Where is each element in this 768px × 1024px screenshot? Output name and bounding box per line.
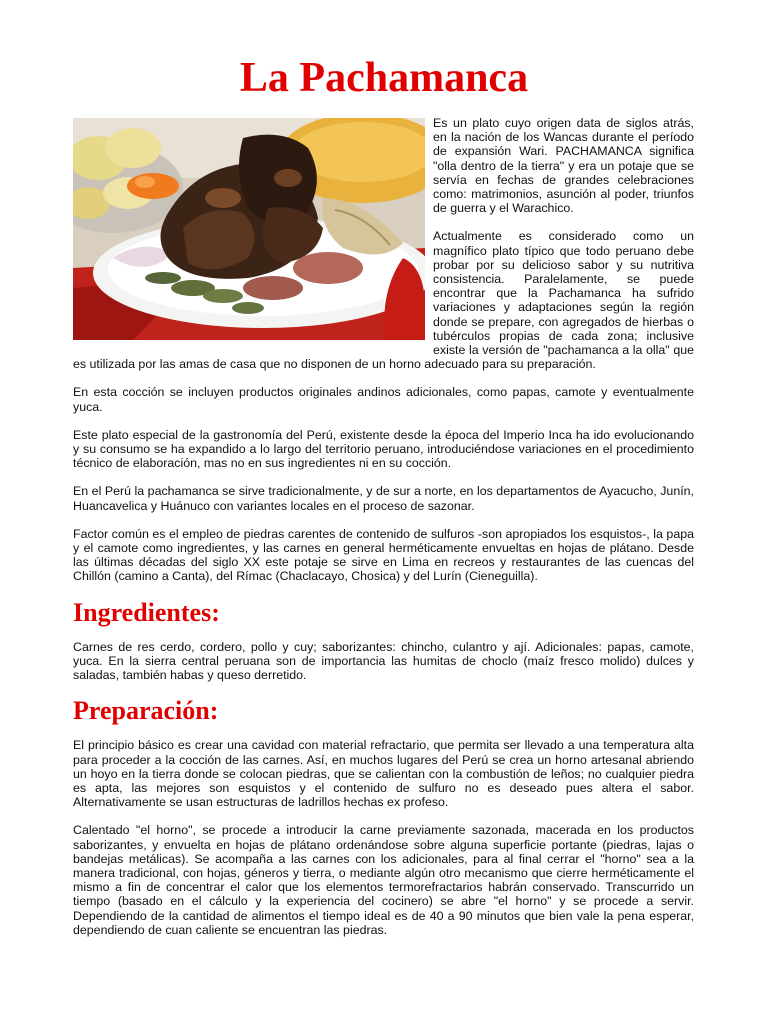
document-body	[73, 116, 694, 951]
preparacion-heading: Preparación:	[73, 696, 219, 726]
preparacion-paragraph-2: Calentado "el horno", se procede a introducir la carne previamente sazonada, macerada en los productos saborizantes, y envuelta en hojas de plátano ordenándose sobre alguna superficie portante (piedras, lajas o bandejas metálicas). Se acompaña a las carnes con los adicionales, para al final cerrar el "horno" sea a la manera tradicional, con hojas, géneros y tierra, o mediante algún otro mecanismo que cierre herméticamente el mismo a fin de concentrar el calor que los elementos termorefractarios habrán conservado. Transcurrido un tiempo (basado en el cálculo y la experiencia del cocinero) se abre "el horno" y se procede a servir. Dependiendo de la cantidad de alimentos el tiempo ideal es de 40 a 90 minutos que bien vale la pena esperar, dependiendo de cuan caliente se encuentran las piedras.	[73, 823, 694, 937]
intro-paragraph-1: Es un plato cuyo origen data de siglos atrás, en la nación de los Wancas durante el período de expansión Wari. PACHAMANCA significa "olla dentro de la tierra" y era un potaje que se servía en fechas de grandes celebraciones como: matrimonios, asunción al poder, triunfos de guerra y el Warachico.	[433, 116, 694, 216]
preparacion-paragraph-1: El principio básico es crear una cavidad con material refractario, que permita ser llevado a una temperatura alta para proceder a la cocción de las carnes. Así, en muchos lugares del Perú se crea un horno artesanal abriendo un hoyo en la tierra donde se colocan piedras, que se calientan con la combustión de leños; no cualquier piedra es apta, las mejores son esquistos y el contenido de sulfuro no es deseado pues altera el sabor. Alternativamente se usan estructuras de ladrillos hechas ex profeso.	[73, 738, 694, 810]
pachamanca-dish-photo	[73, 118, 425, 340]
intro-paragraph-2: Actualmente es considerado como un magnífico plato típico que todo peruano debe probar por su delicioso sabor y su nutritiva consistencia. Paralelamente, se puede encontrar que la Pachamanca ha sufrido variaciones y adaptaciones según la región donde se prepare, con agregados de hierbas o tubérculos propias de cada zona; inclusive existe la versión de "pachamanca a la olla" que es utilizada por las amas de casa que no disponen de un horno adecuado para su preparación.	[73, 229, 694, 372]
intro-paragraph-6: Factor común es el empleo de piedras carentes de contenido de sulfuros -son apropiados los esquistos-, la papa y el camote como ingredientes, y las carnes en general herméticamente envueltas en hojas de plátano. Desde las últimas décadas del siglo XX este potaje se sirve en Lima en recreos y restaurantes de las cuencas del Chillón (camino a Canta), del Rímac (Chaclacayo, Chosica) y del Lurín (Cieneguilla).	[73, 526, 694, 584]
intro-paragraph-4: Este plato especial de la gastronomía del Perú, existente desde la época del Imperio Inca ha ido evolucionando y su consumo se ha expandido a lo largo del territorio peruano, introduciéndose variaciones en el procedimiento técnico de elaboración, mas no en sus ingredientes ni en su cocción.	[73, 427, 694, 471]
ingredientes-heading: Ingredientes:	[73, 597, 220, 627]
intro-paragraph-3: En esta cocción se incluyen productos originales andinos adicionales, como papas, camote y eventualmente yuca.	[73, 385, 694, 414]
ingredientes-paragraph: Carnes de res cerdo, cordero, pollo y cuy; saborizantes: chincho, culantro y ají. Adicionales: papas, camote, yuca. En la sierra central peruana son de importancia las humitas de choclo (maíz fresco molido) dulces y saladas, también habas y queso derretido.	[73, 639, 694, 683]
intro-paragraph-5: En el Perú la pachamanca se sirve tradicionalmente, y de sur a norte, en los departamentos de Ayacucho, Junín, Huancavelica y Huánuco con variantes locales en el proceso de sazonar.	[73, 484, 694, 513]
page-title: La Pachamanca	[239, 55, 529, 101]
